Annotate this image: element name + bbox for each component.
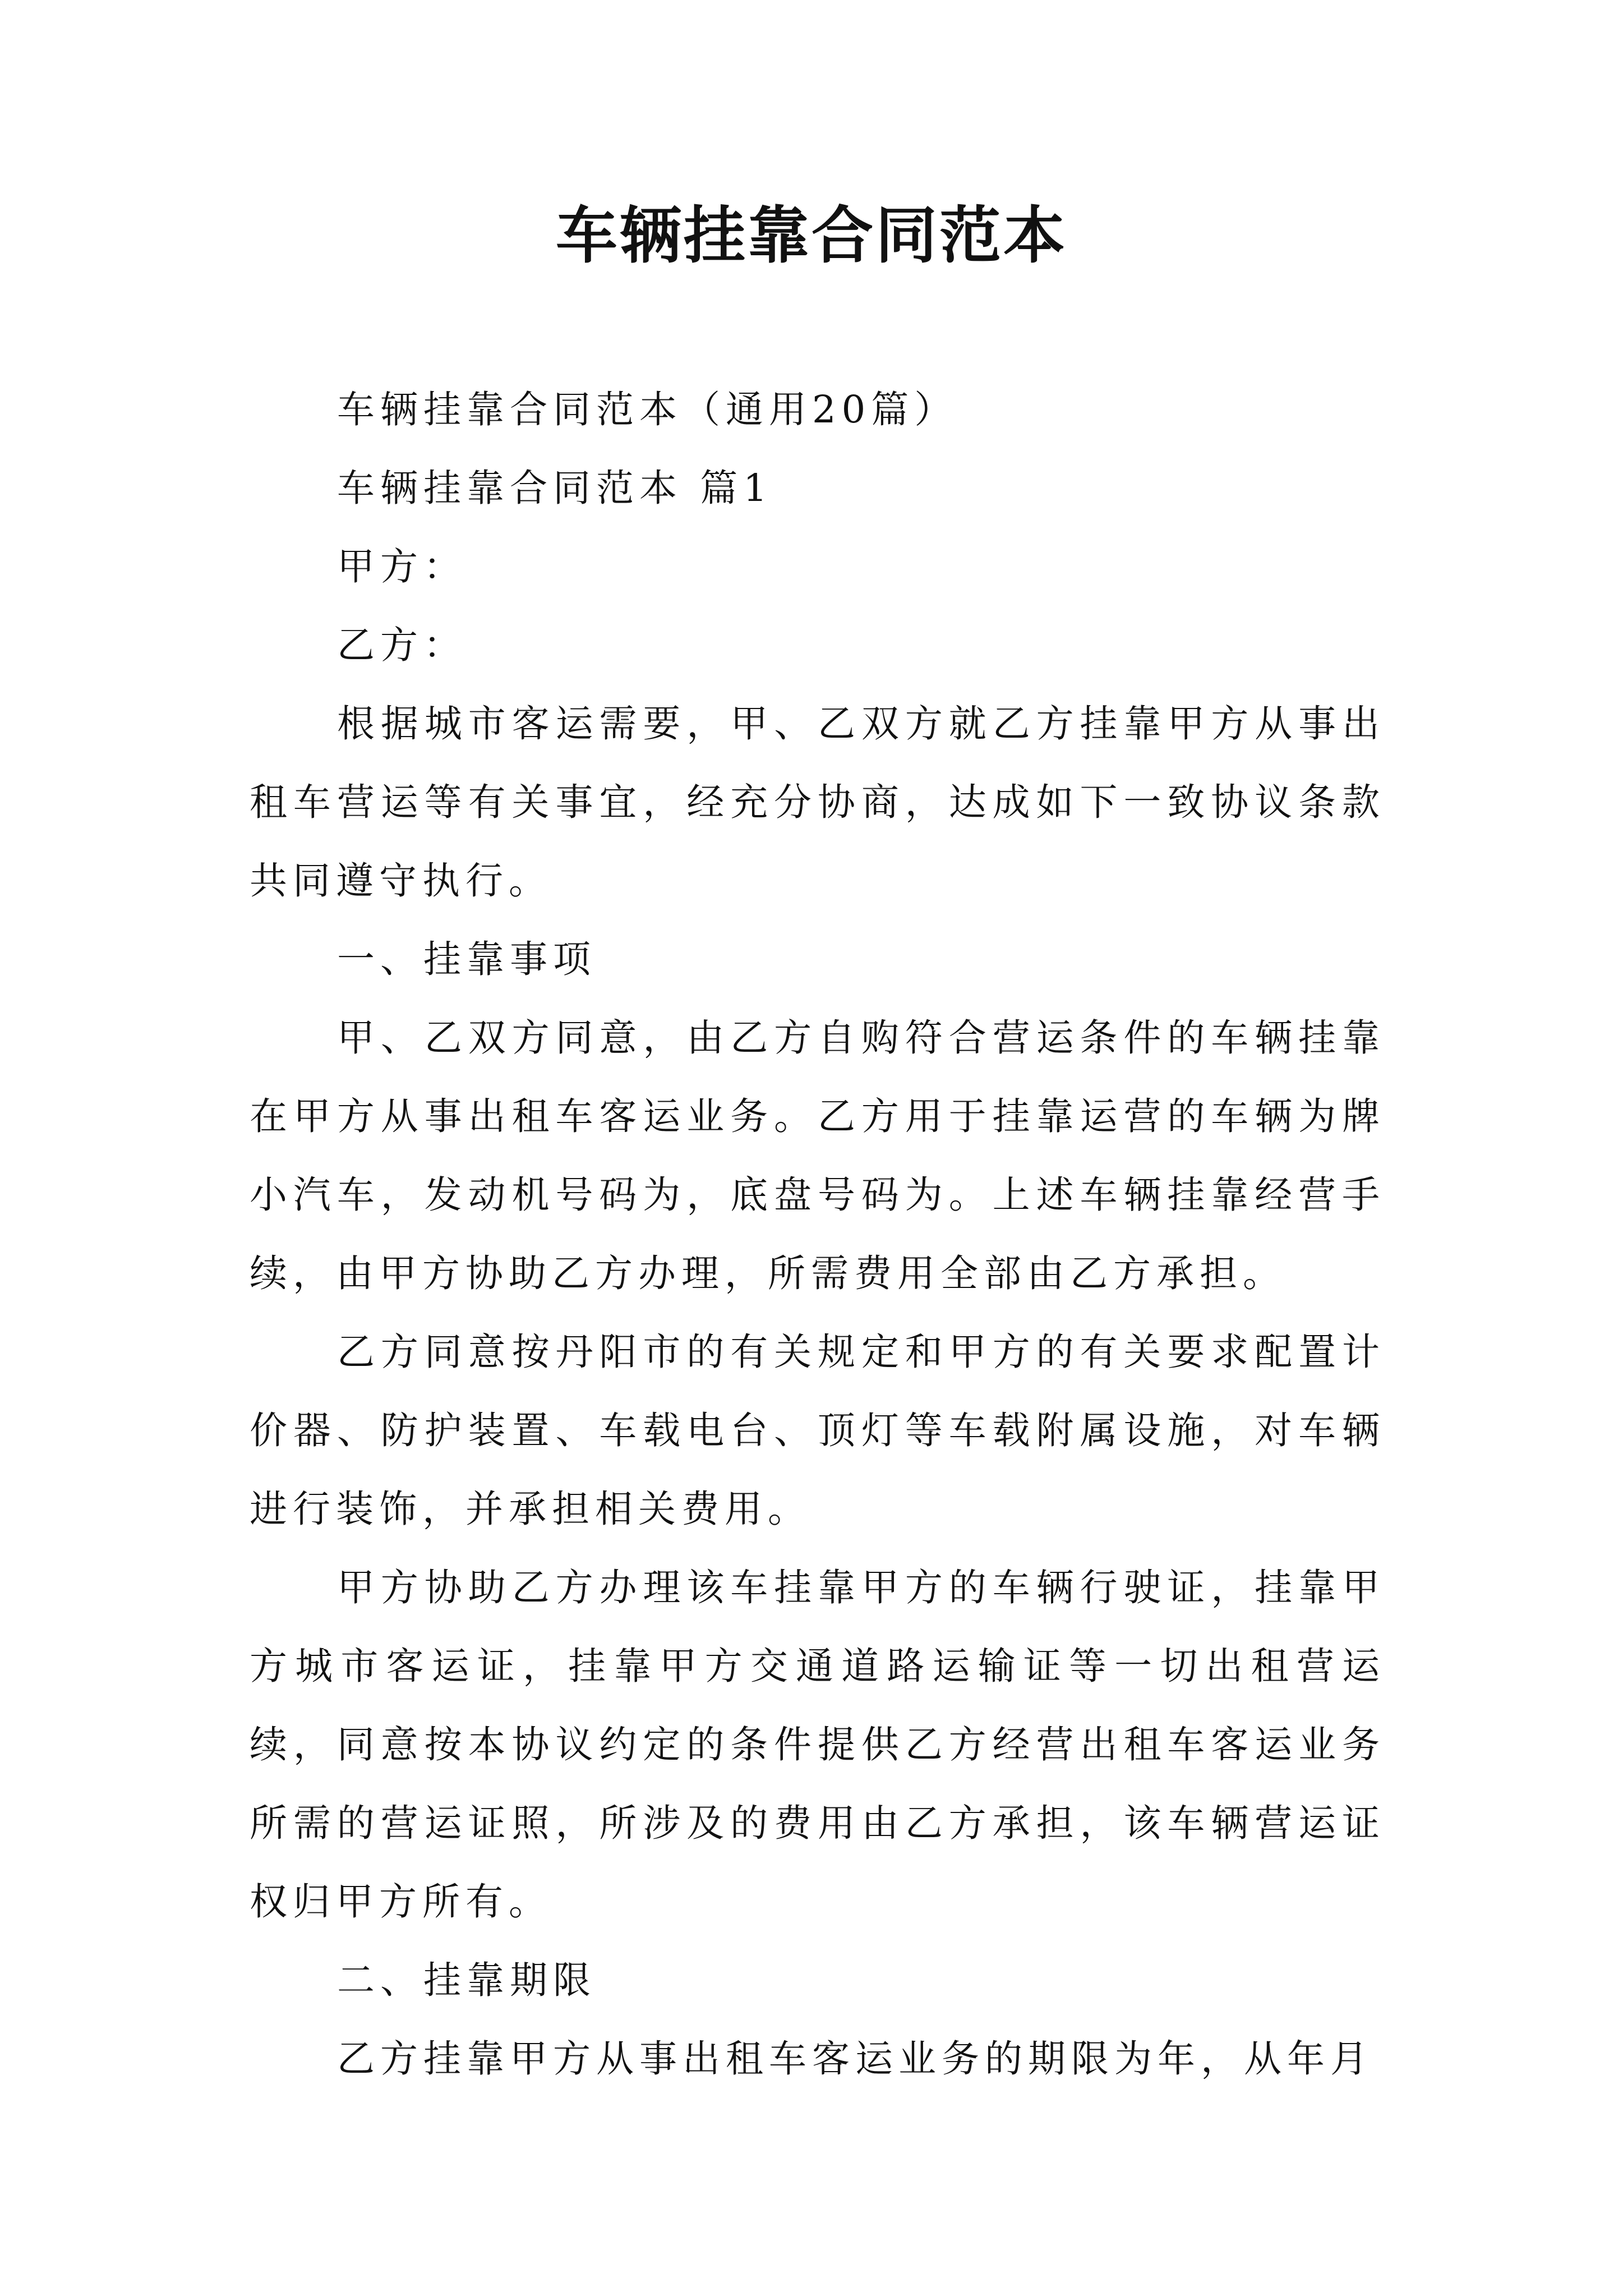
- clause-paragraph-equipment: 乙方同意按丹阳市的有关规定和甲方的有关要求配置计价器、防护装置、车载电台、顶灯等车载附属设施，对车辆进行装饰，并承担相关费用。: [250, 1330, 1385, 1531]
- clause-heading-term: 二、挂靠期限: [337, 1958, 596, 2002]
- clause-heading-affiliation: 一、挂靠事项: [337, 937, 596, 981]
- clause-paragraph-vehicle: 甲、乙双方同意，由乙方自购符合营运条件的车辆挂靠在甲方从事出租车客运业务。乙方用于挂靠运营的车辆为牌小汽车，发动机号码为，底盘号码为。上述车辆挂靠经营手续，由甲方协助乙方办理，所需费用全部由乙方承担。: [250, 1016, 1385, 1295]
- document-body: [250, 370, 1385, 2098]
- subtitle-paragraph: 车辆挂靠合同范本（通用20篇）: [337, 388, 958, 431]
- section-heading-part-1: 车辆挂靠合同范本 篇1: [337, 466, 773, 510]
- clause-paragraph-term: 乙方挂靠甲方从事出租车客运业务的期限为年，从年月: [337, 2037, 1373, 2081]
- clause-paragraph-licenses: 甲方协助乙方办理该车挂靠甲方的车辆行驶证，挂靠甲方城市客运证，挂靠甲方交通道路运输证等一切出租营运续，同意按本协议约定的条件提供乙方经营出租车客运业务所需的营运证照，所涉及的费用由乙方承担，该车辆营运证权归甲方所有。: [250, 1566, 1385, 1924]
- party-a-line: 甲方：: [337, 545, 467, 588]
- preamble-paragraph: 根据城市客运需要，甲、乙双方就乙方挂靠甲方从事出租车营运等有关事宜，经充分协商，达成如下一致协议条款共同遵守执行。: [250, 702, 1385, 903]
- document-title: 车辆挂靠合同范本: [556, 199, 1067, 272]
- party-b-line: 乙方：: [337, 623, 467, 667]
